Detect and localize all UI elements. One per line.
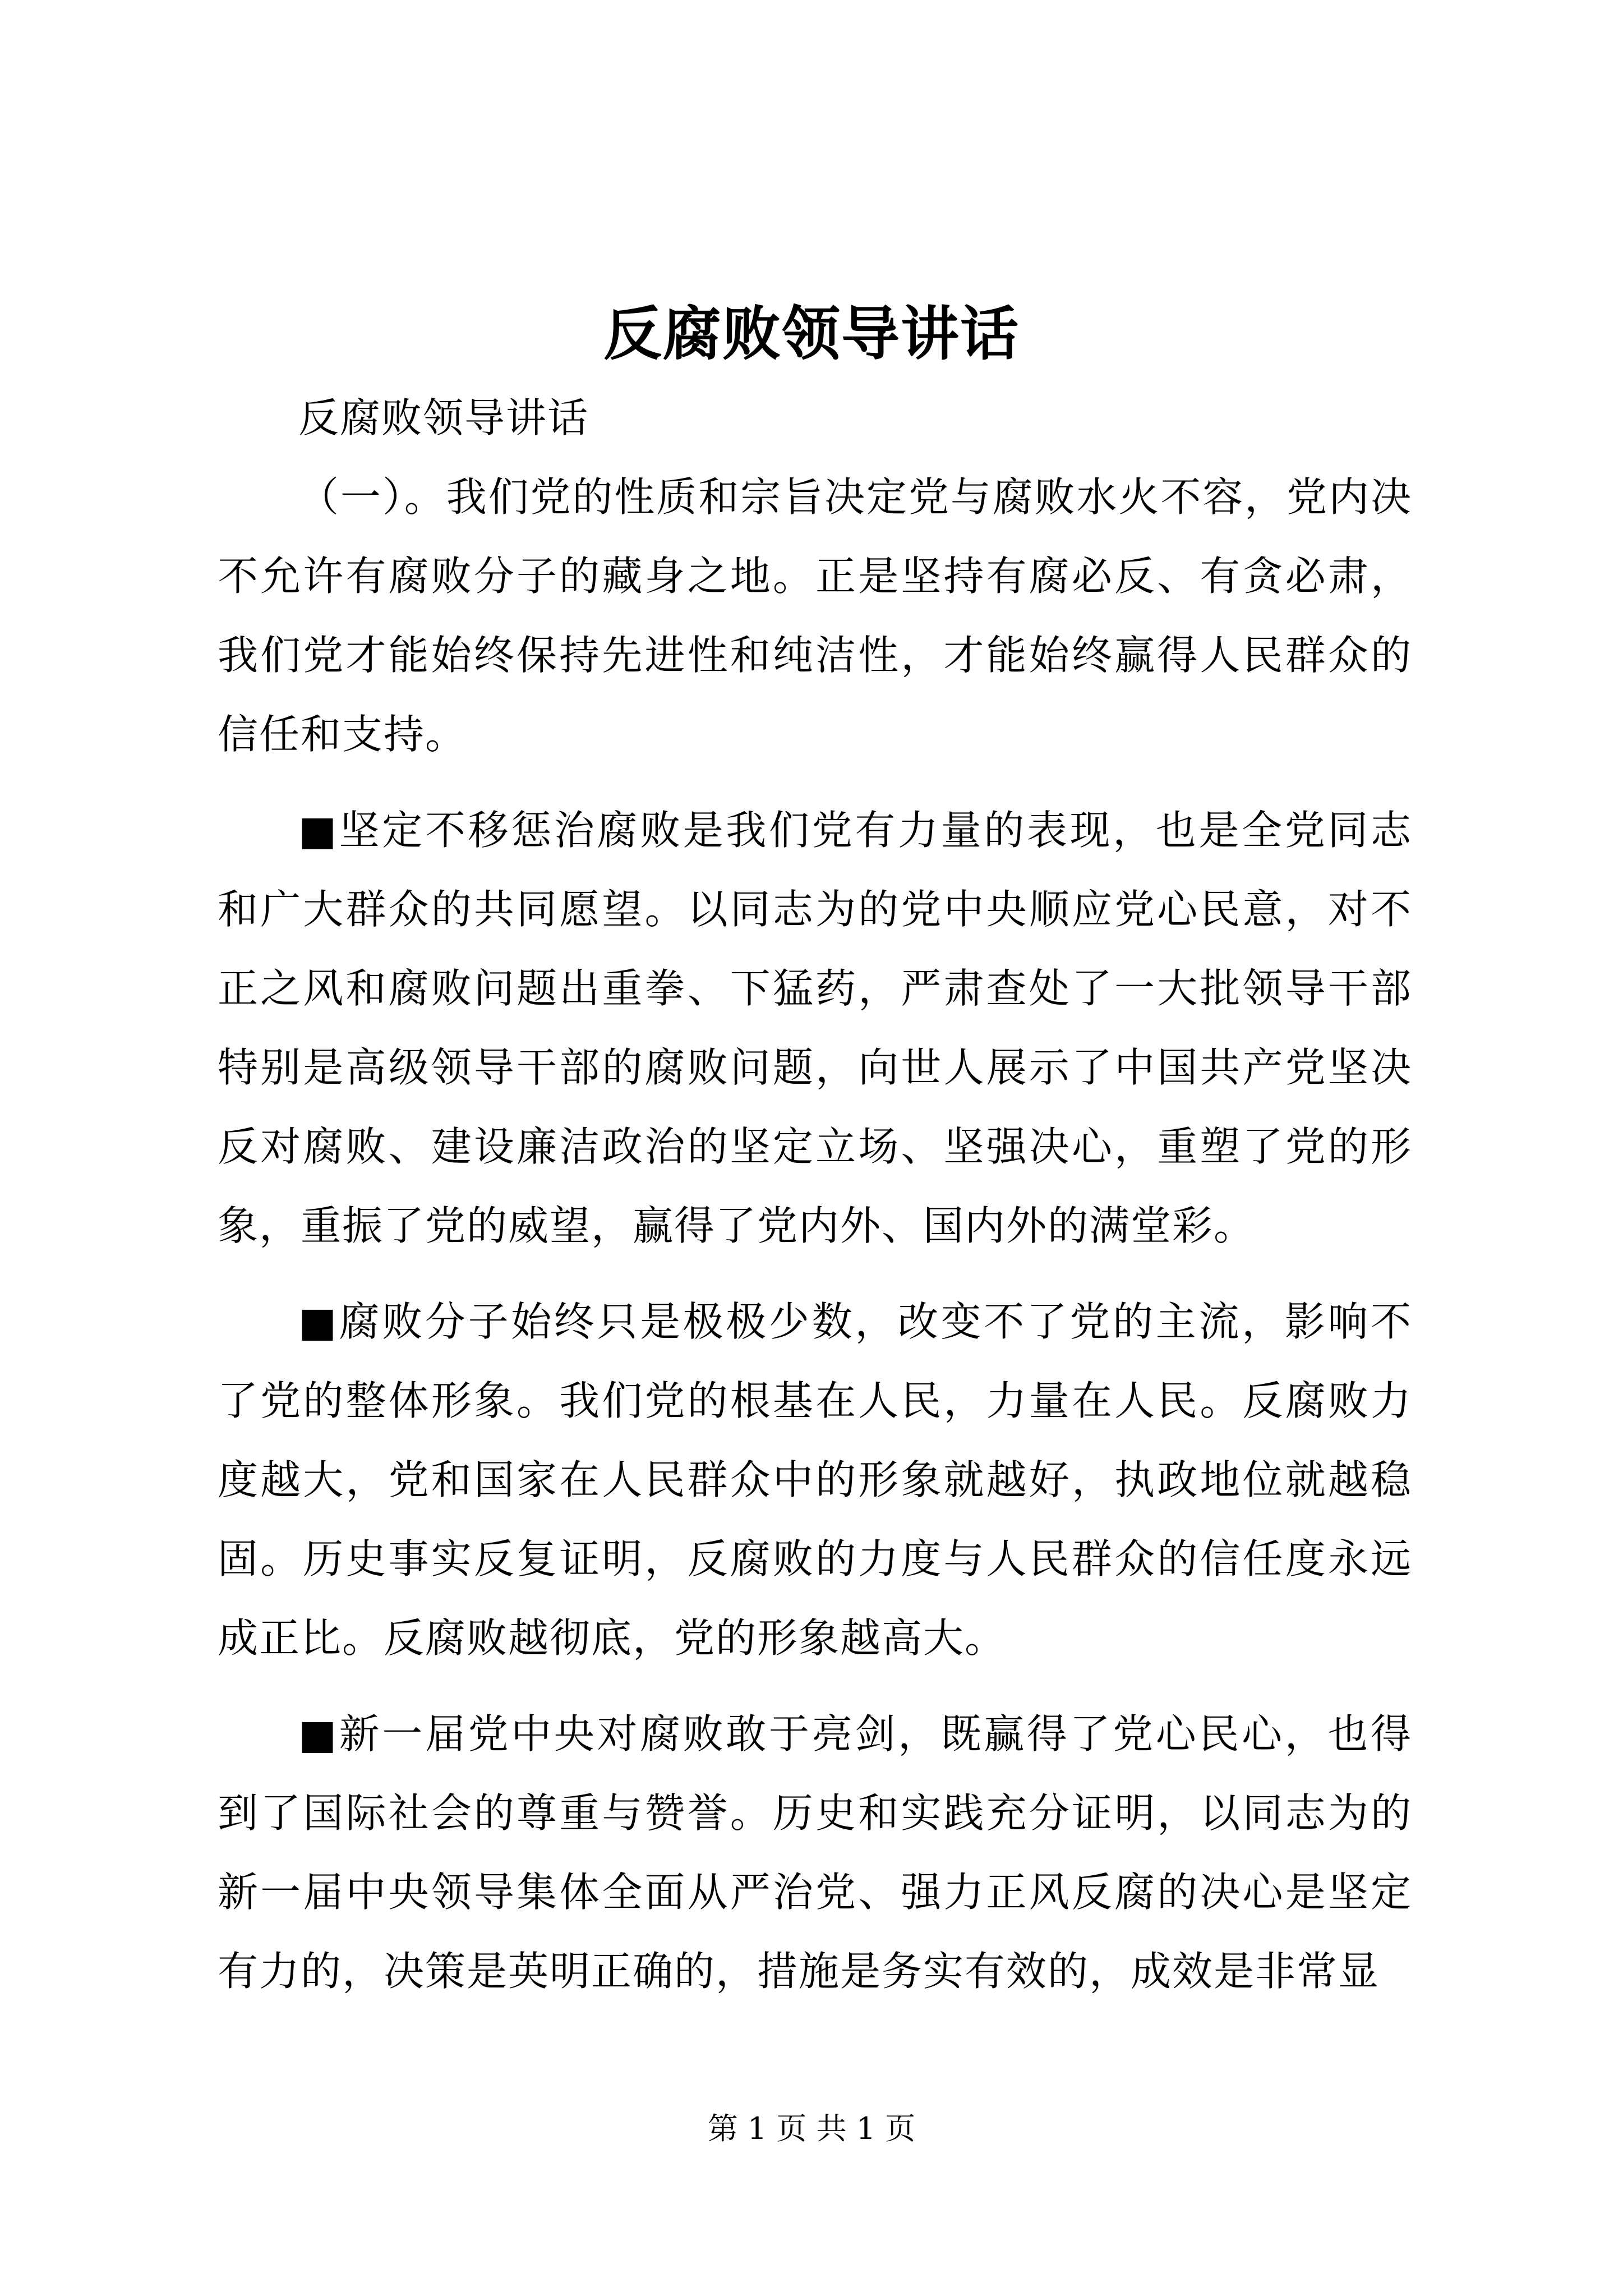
page-number-footer: 第 1 页 共 1 页 [707, 2111, 916, 2146]
document-title: 反腐败领导讲话 [603, 299, 1020, 368]
body-paragraph-3: ■腐败分子始终只是极极少数，改变不了党的主流，影响不了党的整体形象。我们党的根基在人民，力量在人民。反腐败力度越大，党和国家在人民群众中的形象就越好，执政地位就越稳固。历史事实反复证明，反腐败的力度与人民群众的信任度永远成正比。反腐败越彻底，党的形象越高大。 [218, 1298, 1412, 1662]
body-paragraph-1: （一）。我们党的性质和宗旨决定党与腐败水火不容，党内决不允许有腐败分子的藏身之地。正是坚持有腐必反、有贪必肃，我们党才能始终保持先进性和纯洁性，才能始终赢得人民群众的信任和支持。 [218, 473, 1412, 758]
document-body [218, 379, 1412, 2011]
body-paragraph-4: ■新一届党中央对腐败敢于亮剑，既赢得了党心民心，也得到了国际社会的尊重与赞誉。历史和实践充分证明，以同志为的新一届中央领导集体全面从严治党、强力正风反腐的决心是坚定有力的，决策是英明正确的，措施是务实有效的，成效是非常显 [218, 1710, 1412, 1995]
body-paragraph-subtitle: 反腐败领导讲话 [298, 394, 589, 441]
body-paragraph-2: ■坚定不移惩治腐败是我们党有力量的表现，也是全党同志和广大群众的共同愿望。以同志为的党中央顺应党心民意，对不正之风和腐败问题出重拳、下猛药，严肃查处了一大批领导干部特别是高级领导干部的腐败问题，向世人展示了中国共产党坚决反对腐败、建设廉洁政治的坚定立场、坚强决心，重塑了党的形象，重振了党的威望，赢得了党内外、国内外的满堂彩。 [218, 807, 1412, 1249]
